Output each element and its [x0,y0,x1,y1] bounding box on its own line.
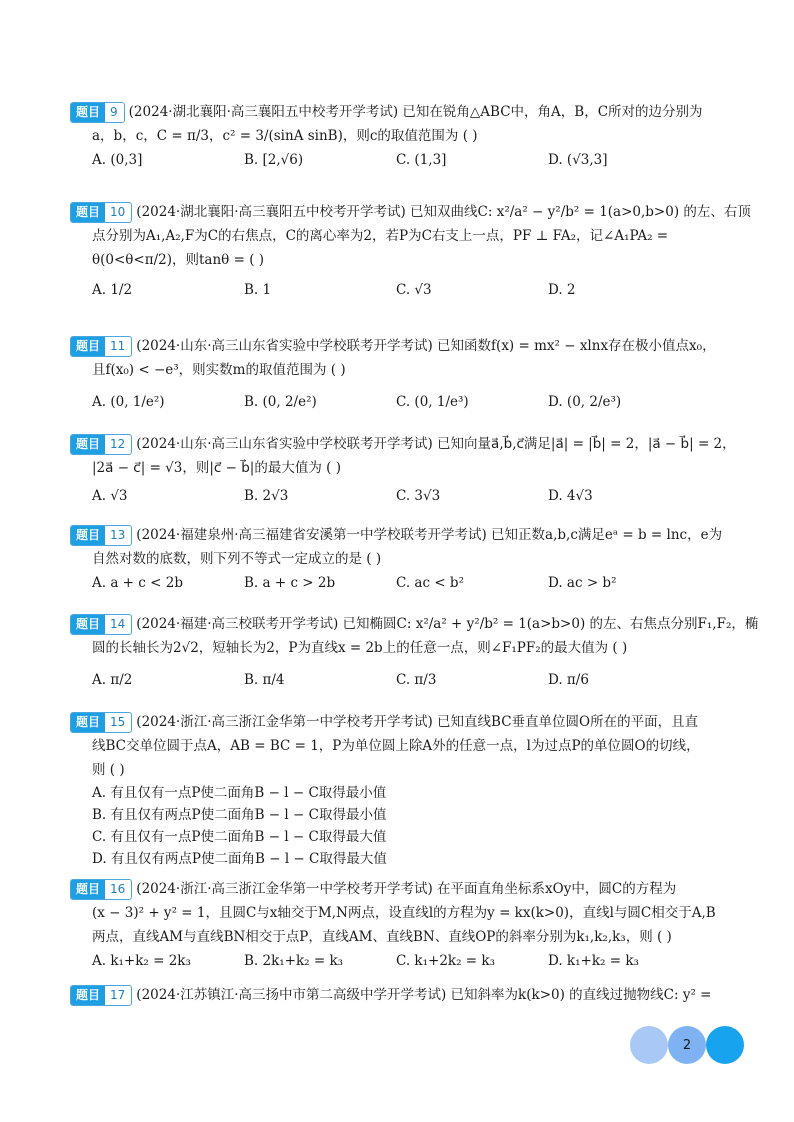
option-c[interactable]: C. (1,3] [396,152,447,168]
option-b[interactable]: B. π/4 [244,672,285,688]
question-text-line: (x − 3)² + y² = 1，且圆C与x轴交于M,N两点，设直线l的方程为y = kx(k>0)，直线l与圆C相交于A,B [92,905,716,921]
question-badge: 题目 17 [70,985,132,1006]
option-d[interactable]: D. k₁+k₂ = k₃ [548,953,639,969]
question-15 [70,710,730,870]
question-text-line: 且f(x₀) < −e³，则实数m的取值范围为 ( ) [92,362,346,378]
option-b[interactable]: B. (0, 2/e²) [244,394,317,410]
question-text-line: 点分别为A₁,A₂,F为C的右焦点，C的离心率为2，若P为C右支上一点，PF ⊥ FA₂，记∠A₁PA₂ = [92,228,669,244]
option-b[interactable]: B. a + c > 2b [244,575,336,591]
option-d[interactable]: D. 2 [548,282,576,298]
question-10 [70,200,751,302]
option-b[interactable]: B. 2k₁+k₂ = k₃ [244,953,344,969]
question-16 [70,877,730,973]
option-b[interactable]: B. 2√3 [244,488,289,504]
option-d[interactable]: D. ac > b² [548,575,617,591]
question-badge: 题目 11 [70,336,132,357]
decorative-circle [630,1026,668,1064]
option-a[interactable]: A. a + c < 2b [92,575,183,591]
options-row [70,571,730,595]
option-c[interactable]: C. (0, 1/e³) [396,394,469,410]
question-text-line: θ(0<θ<π/2)，则tanθ = ( ) [92,252,265,268]
option-a[interactable]: A. (0,3] [92,152,143,168]
question-text-line: (2024·湖北襄阳·高三襄阳五中校考开学考试) 已知在锐角△ABC中，角A，B，C所对的边分别为 [128,104,703,120]
question-text-line: (2024·江苏镇江·高三扬中市第二高级中学开学考试) 已知斜率为k(k>0) 的直线过抛物线C: y² = [136,987,712,1003]
question-text-line: (2024·浙江·高三浙江金华第一中学校考开学考试) 已知直线BC垂直单位圆O所在的平面，且直 [136,714,699,730]
question-badge: 题目 9 [70,102,125,123]
options-row [70,278,730,302]
page-number: 2 [668,1026,706,1064]
question-text-line: 线BC交单位圆于点A，AB = BC = 1，P为单位圆上除A外的任意一点，l为过点P的单位圆O的切线， [92,738,700,754]
question-badge: 题目 14 [70,614,132,635]
question-text-line: 圆的长轴长为2√2，短轴长为2，P为直线x = 2b上的任意一点，则∠F₁PF₂的最大值为 ( ) [92,640,628,656]
options-row [70,484,730,508]
question-12 [70,432,736,508]
option-b[interactable]: B. 有且仅有两点P使二面角B − l − C取得最小值 [92,807,387,823]
page-number-footer [630,1026,750,1066]
question-badge: 题目 12 [70,434,132,455]
question-14 [70,612,759,692]
question-text-line: 则 ( ) [92,762,125,778]
question-text-line: (2024·浙江·高三浙江金华第一中学校考开学考试) 在平面直角坐标系xOy中，圆C的方程为 [136,881,677,897]
question-9 [70,100,730,172]
option-a[interactable]: A. 有且仅有一点P使二面角B − l − C取得最小值 [92,785,387,801]
question-text-line: (2024·山东·高三山东省实验中学校联考开学考试) 已知函数f(x) = mx² − xlnx存在极小值点x₀， [136,338,716,354]
question-text-line: 自然对数的底数，则下列不等式一定成立的是 ( ) [92,551,382,567]
options-row [70,148,730,172]
options-row [70,949,730,973]
question-badge: 题目 16 [70,879,132,900]
question-text-line: 两点，直线AM与直线BN相交于点P，直线AM、直线BN、直线OP的斜率分别为k₁,k₂,k₃，则 ( ) [92,929,672,945]
option-c[interactable]: C. √3 [396,282,432,298]
option-b[interactable]: B. [2,√6) [244,152,304,168]
option-a[interactable]: A. √3 [92,488,128,504]
option-a[interactable]: A. 1/2 [92,282,133,298]
option-d[interactable]: D. 有且仅有两点P使二面角B − l − C取得最大值 [92,851,387,867]
options-row [70,390,730,414]
question-badge: 题目 15 [70,712,132,733]
question-13 [70,523,730,595]
question-text-line: (2024·湖北襄阳·高三襄阳五中校考开学考试) 已知双曲线C: x²/a² − y²/b² = 1(a>0,b>0) 的左、右顶 [136,204,751,220]
question-text-line: (2024·山东·高三山东省实验中学校联考开学考试) 已知向量a⃗,b⃗,c⃗满足|a⃗| = |b⃗| = 2，|a⃗ − b⃗| = 2， [136,436,736,452]
question-text-line: a，b，c，C = π/3，c² = 3/(sinA sinB)，则c的取值范围为 ( ) [92,128,478,144]
option-c[interactable]: C. 3√3 [396,488,441,504]
question-text-line: (2024·福建泉州·高三福建省安溪第一中学校联考开学考试) 已知正数a,b,c满足eᵃ = b = lnc，e为 [136,527,723,543]
question-11 [70,334,730,414]
option-a[interactable]: A. k₁+k₂ = 2k₃ [92,953,191,969]
question-text-line: |2a⃗ − c⃗| = √3，则|c⃗ − b⃗|的最大值为 ( ) [92,460,341,476]
question-badge: 题目 10 [70,202,132,223]
option-c[interactable]: C. k₁+2k₂ = k₃ [396,953,496,969]
question-text-line: (2024·福建·高三校联考开学考试) 已知椭圆C: x²/a² + y²/b² = 1(a>b>0) 的左、右焦点分别F₁,F₂，椭 [136,616,759,632]
option-b[interactable]: B. 1 [244,282,272,298]
option-d[interactable]: D. (√3,3] [548,152,608,168]
option-a[interactable]: A. (0, 1/e²) [92,394,165,410]
decorative-circle [706,1026,744,1064]
option-a[interactable]: A. π/2 [92,672,133,688]
option-d[interactable]: D. π/6 [548,672,589,688]
option-c[interactable]: C. 有且仅有一点P使二面角B − l − C取得最大值 [92,829,387,845]
option-d[interactable]: D. 4√3 [548,488,593,504]
question-badge: 题目 13 [70,525,132,546]
options-column [70,782,730,870]
option-d[interactable]: D. (0, 2/e³) [548,394,622,410]
option-c[interactable]: C. ac < b² [396,575,464,591]
option-c[interactable]: C. π/3 [396,672,437,688]
question-17 [70,983,730,1007]
options-row [70,668,730,692]
